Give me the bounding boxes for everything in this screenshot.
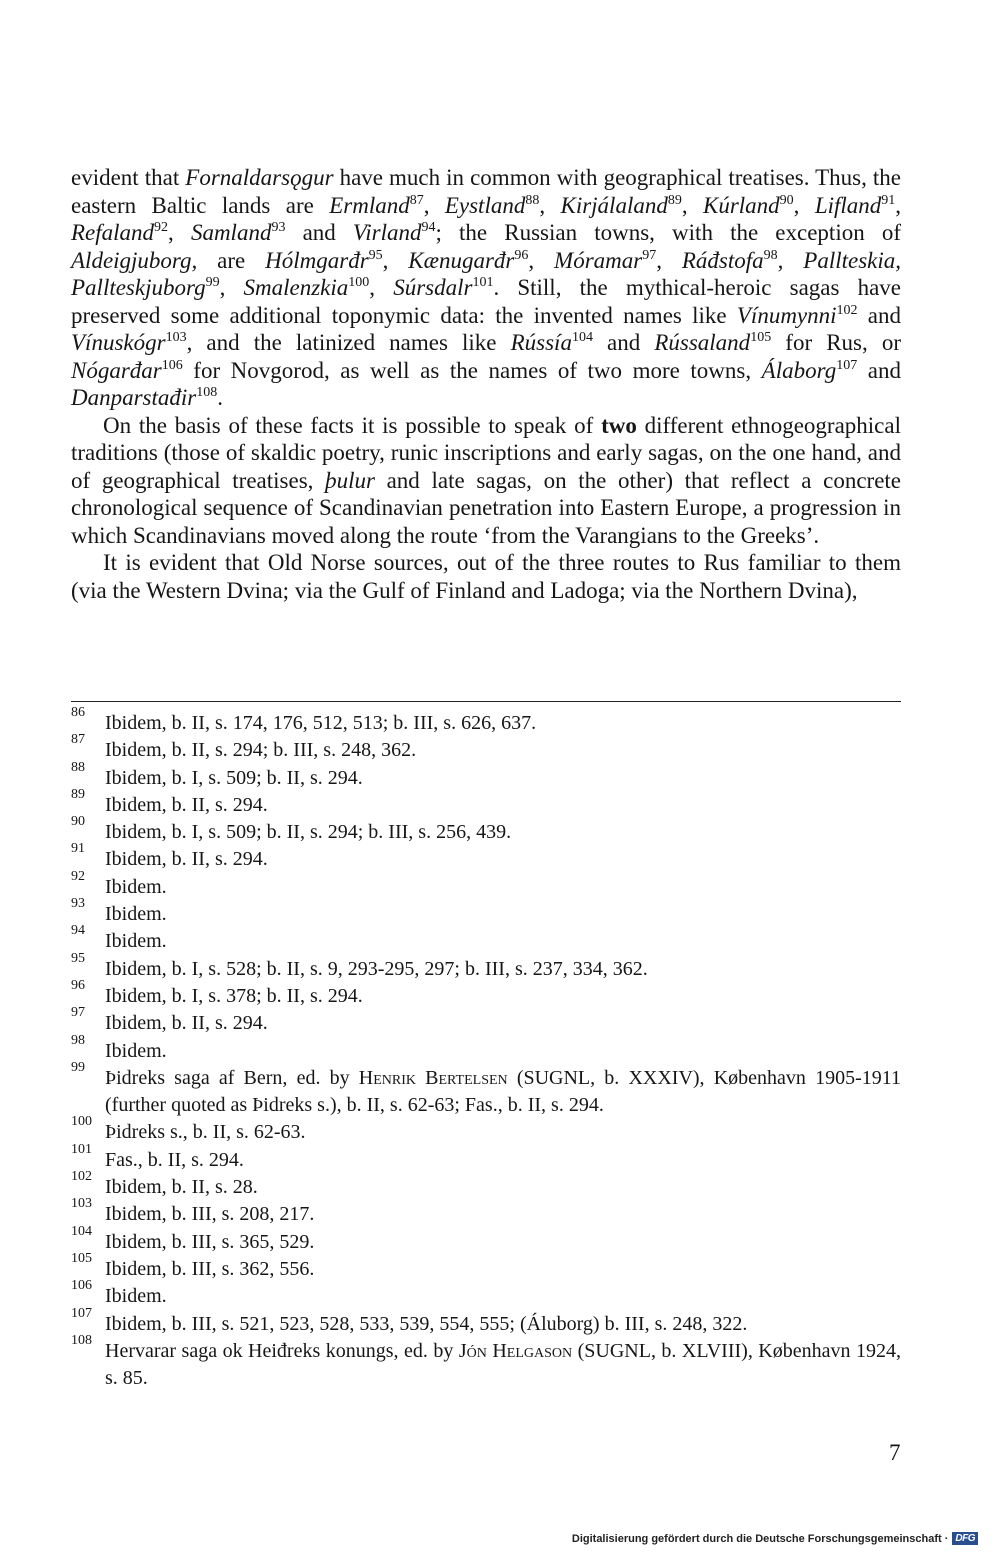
paragraph-1: evident that Fornaldarsǫgur have much in common with geographical treatises. Thus, the eastern Baltic lands are Ermland$^{87}$, Eystland$^{88}$, Kirjálaland$^{89}$, Kúrland$^{90}$, Lifland$^{91}$, Refaland$^{92}$, Samland$^{93}$ and Virland$^{94}$; the Russian towns, with the exception of Aldeigjuborg, are Hólmgarđr$^{95}$, Kænugarđr$^{96}$, Móramar$^{97}$, Ráđstofa$^{98}$, Pallteskia, Pallteskjuborg$^{99}$, Smalenzkia$^{100}$, Súrsdalr$^{101}$. Still, the mythical-heroic sagas have preserved some additional toponymic data: the invented names like Vínumynni$^{102}$ and Vínuskógr$^{103}$, and the latinized names like Rússía$^{104}$ and Rússaland$^{105}$ for Rus, or Nógarđar$^{106}$ for Novgorod, as well as the names of two more towns, Álaborg$^{107}$ and Danparstađir$^{108}$. [71,165,902,410]
italic-term: Samland [190,220,272,245]
italic-term: Pallteskia, Pallteskjuborg [71,247,901,300]
footnote [71,1196,901,1228]
footnote-number: 97 [71,1005,85,1021]
footnote-number: 94 [71,923,85,939]
paragraph-2: On the basis of these facts it is possible to speak of two different ethnogeographical traditions (those of skaldic poetry, runic inscriptions and early sagas, on the one hand, and of geographical treatises, þulur and late sagas, on the other) that reflect a concrete chronological sequence of Scandinavian penetration into Eastern Europe, a progression in which Scandinavians moved along the route ‘from the Varangians to the Greeks’. [71,412,901,548]
italic-term: Nógarđar [71,357,162,383]
footnote-text: Ibidem, b. II, s. 174, 176, 512, 513; b. III, s. 626, 637. [105,712,537,734]
footnote-number: 101 [71,1141,92,1157]
footnote [71,705,901,737]
footnote-number: 93 [71,896,85,912]
italic-term: Aldeigjuborg, [71,247,198,273]
footnote [71,1332,901,1393]
dfg-logo: DFG [952,1532,978,1545]
footnote [71,732,901,764]
footnote-reference: 103 [165,330,187,345]
footnote [71,950,901,983]
digitization-credit [572,1532,978,1545]
footnote-reference: 88 [525,192,540,208]
footnote-text: Ibidem, b. I, s. 509; b. II, s. 294. [105,766,363,789]
footnote-number: 104 [71,1223,92,1239]
footnote-reference: 105 [750,330,772,345]
footnote [71,1250,901,1283]
footnote-number: 106 [71,1278,92,1294]
footnote-number: 99 [71,1059,85,1075]
footnote-text: Hervarar saga ok Heiđreks konungs, ed. by Jón Helgason (SUGNL, b. XLVIII), København 1924, s. 85. [105,1339,901,1390]
footnote [71,1114,901,1146]
footnote-text: Fas., b. II, s. 294. [105,1148,244,1171]
bold-term: two [601,412,637,438]
footnote-text: Ibidem. [105,875,167,898]
footnote [71,896,901,928]
footnote-number: 90 [71,814,85,830]
footnote-reference: 95 [368,247,383,263]
footnote-number: 98 [71,1032,85,1048]
footnote-reference: 100 [348,275,370,290]
footnote-text: Ibidem, b. II, s. 294. [105,1012,268,1035]
italic-term: Ermland [329,192,410,218]
page-number: 7 [889,1440,901,1465]
footnote-reference: 106 [161,357,183,373]
footnote [71,841,901,873]
footnote-text: Ibidem, b. I, s. 528; b. II, s. 9, 293-295, 297; b. III, s. 237, 334, 362. [105,957,648,980]
footnote-reference: 97 [642,247,657,263]
footnote-number: 91 [71,841,85,857]
italic-term: Virland [352,220,422,245]
italic-term: Danparstađir [71,385,197,410]
footnote [71,977,901,1010]
footnote-text: Ibidem, b. II, s. 294; b. III, s. 248, 362. [105,739,417,762]
footnote-text: Ibidem, b. III, s. 365, 529. [105,1230,315,1253]
footnote-number: 105 [71,1250,92,1266]
footnote [71,1169,901,1201]
footnote-reference: 98 [763,247,778,263]
footnote-reference: 107 [836,357,858,373]
footnote-number: 96 [71,977,85,993]
paragraph-3: It is evident that Old Norse sources, out of the three routes to Rus familiar to them (via the Western Dvina; via the Gulf of Finland and Ladoga; via the Northern Dvina), [71,550,901,603]
footnote-number: 108 [71,1332,92,1348]
italic-term: þulur [325,467,375,493]
footnote-reference: 90 [779,192,794,208]
footnote-number: 92 [71,868,85,884]
italic-term: Hólmgarđr [265,247,369,273]
italic-term: Rússaland [654,330,751,355]
footnote-text: Ibidem, b. III, s. 521, 523, 528, 533, 539, 554, 555; (Áluborg) b. III, s. 248, 322. [105,1312,748,1335]
footnote-reference: 99 [205,275,220,290]
footnote-reference: 93 [271,220,286,235]
italic-term: Rússía [510,330,572,355]
footnote-number: 89 [71,786,85,802]
footnote-reference: 96 [514,247,529,263]
footnote-number: 107 [71,1305,92,1321]
footnote-reference: 92 [154,220,169,235]
footnote-number: 95 [71,950,85,966]
footnote-text: Ibidem, b. II, s. 28. [105,1176,258,1199]
small-caps-name: Henrik Bertelsen [358,1066,508,1089]
footnote-text: Ibidem. [105,930,167,953]
footnote [71,1305,901,1338]
italic-term: Kænugarđr [408,247,515,273]
footnote-text: Þidreks saga af Bern, ed. by Henrik Bertelsen (SUGNL, b. XXXIV), København 1905-1911 (further quoted as Þidreks s.), b. II, s. 62-63; Fas., b. II, s. 294. [105,1066,901,1117]
footnote-number: 100 [71,1114,92,1130]
footnote [71,786,901,819]
footnote [71,1223,901,1256]
footnote-text: Ibidem. [105,1285,167,1308]
italic-term: Vínuskógr [71,330,166,355]
footnote [71,1141,901,1174]
footnote [71,814,901,846]
italic-term: Eystland [444,192,526,218]
footnote-text: Ibidem, b. II, s. 294. [105,848,268,871]
italic-term: Smalenzkia [243,275,349,300]
footnote-text: Ibidem, b. III, s. 362, 556. [105,1257,315,1280]
footnote-text: Ibidem, b. I, s. 378; b. II, s. 294. [105,984,363,1007]
footnote-reference: 94 [421,220,436,235]
footnote [71,1278,901,1310]
footnote-reference: 87 [409,192,424,208]
italic-term: Kúrland [702,192,780,218]
footnote-number: 87 [71,732,85,748]
italic-term: Ráđstofa [681,247,764,273]
italic-term: Álaborg [761,357,837,383]
footnote-text: Ibidem, b. II, s. 294. [105,793,268,816]
italic-term: Lifland [814,192,882,218]
footnote [71,1032,901,1065]
footnote-number: 88 [71,759,85,775]
italic-term: Súrsdalr [393,275,473,300]
footnotes [71,705,901,1392]
footnote-reference: 102 [836,302,858,318]
footnote [71,868,901,901]
small-caps-name: Jón Helgason [458,1339,573,1362]
footnote [71,759,901,792]
italic-term: Kirjálaland [560,192,668,218]
footnote [71,1005,901,1037]
italic-term: Fornaldarsǫgur [185,165,334,190]
footnote-number: 103 [71,1196,92,1212]
credit-text: Digitalisierung gefördert durch die Deutsche Forschungsgemeinschaft · [571,1532,949,1545]
footnote-number: 102 [71,1169,92,1185]
footnote-reference: 104 [571,330,593,345]
footnote-reference: 101 [472,275,494,290]
footnote [71,923,901,955]
main-text [71,164,901,604]
footnote-text: Ibidem. [105,903,167,926]
italic-term: Refaland [71,220,155,245]
footnote-reference: 91 [881,192,896,208]
footnote-text: Ibidem. [105,1039,167,1062]
footnote-number: 86 [71,705,85,720]
footnote-divider [71,701,901,702]
italic-term: Móramar [554,247,643,273]
footnote [71,1059,901,1120]
footnote-text: Ibidem, b. III, s. 208, 217. [105,1203,315,1226]
footnote-text: Þidreks s., b. II, s. 62-63. [105,1121,306,1144]
footnote-reference: 108 [196,385,218,400]
footnote-reference: 89 [667,192,682,208]
italic-term: Vínumynni [736,302,837,328]
footnote-text: Ibidem, b. I, s. 509; b. II, s. 294; b. III, s. 256, 439. [105,821,512,844]
